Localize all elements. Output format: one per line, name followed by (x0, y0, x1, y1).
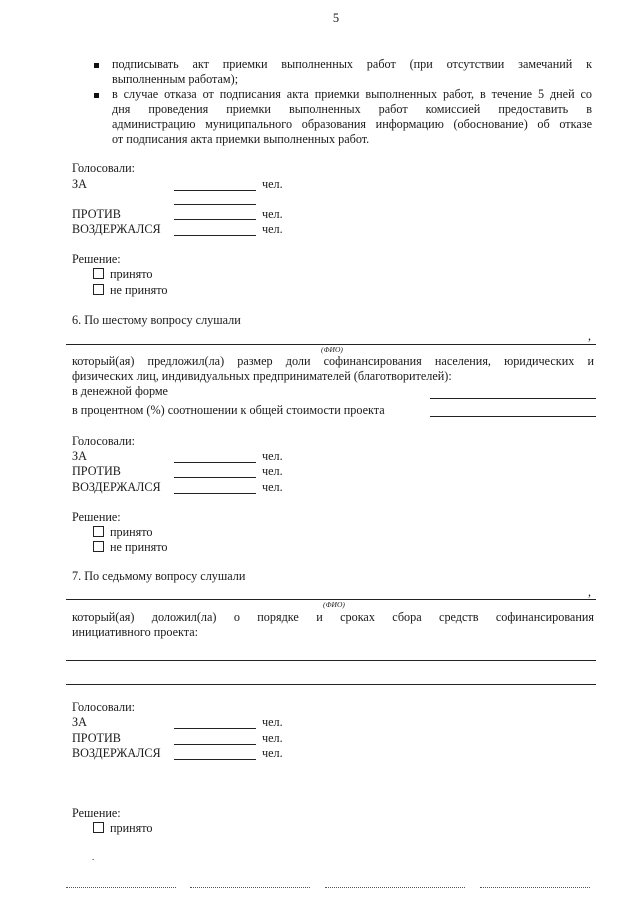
scan-dot: . (92, 852, 95, 862)
vote-vozd-field[interactable] (174, 493, 256, 494)
vote-protiv-field[interactable] (174, 477, 256, 478)
decision-label: Решение: (72, 252, 121, 266)
chel-label: чел. (262, 464, 283, 478)
vote-vozd-field[interactable] (174, 235, 256, 236)
chel-label: чел. (262, 715, 283, 729)
accepted-label: принято (110, 525, 153, 539)
decision-accepted[interactable] (93, 525, 153, 540)
q6-money-label: в денежной форме (72, 384, 168, 398)
decision-accepted[interactable] (93, 267, 153, 282)
vote-za-field[interactable] (174, 190, 256, 191)
bullet-1-line-1: подписывать акт приемки выполненных работ (при отсутствии замечаний к (112, 57, 592, 71)
vote-za-field[interactable] (174, 462, 256, 463)
fio-caption: (ФИО) (323, 600, 345, 609)
q7-line-1: который(ая) доложил(ла) о порядке и сроках сбора средств софинансирования (72, 610, 594, 624)
checkbox[interactable] (93, 268, 104, 279)
comma: , (588, 585, 592, 599)
vote-za-label: ЗА (72, 449, 87, 463)
q6-line-1: который(ая) предложил(ла) размер доли софинансирования населения, юридических и (72, 354, 594, 368)
vote-za-label: ЗА (72, 715, 87, 729)
vote-za-field[interactable] (174, 728, 256, 729)
scan-artifact-line (325, 887, 465, 888)
q7-notes-line-1[interactable] (66, 660, 596, 661)
vote-vozd-field[interactable] (174, 759, 256, 760)
chel-label: чел. (262, 480, 283, 494)
vote-vozd-label: ВОЗДЕРЖАЛСЯ (72, 746, 161, 760)
not-accepted-label: не принято (110, 283, 168, 297)
vote-vozd-label: ВОЗДЕРЖАЛСЯ (72, 480, 161, 494)
chel-label: чел. (262, 731, 283, 745)
checkbox[interactable] (93, 822, 104, 833)
voted-label: Голосовали: (72, 700, 135, 714)
vote-vozd-label: ВОЗДЕРЖАЛСЯ (72, 222, 161, 236)
bullet-2-line-4: от подписания акта приемки выполненных работ. (112, 132, 370, 146)
bullet-2-line-2: дня проведения приемки выполненных работ комиссией предоставить в (112, 102, 592, 116)
q7-title: 7. По седьмому вопросу слушали (72, 569, 246, 583)
bullet-2-line-3: администрацию муниципального образования информацию (обоснование) об отказе (112, 117, 592, 131)
chel-label: чел. (262, 207, 283, 221)
vote-za-label: ЗА (72, 177, 87, 191)
chel-label: чел. (262, 177, 283, 191)
q6-line-2: физических лиц, индивидуальных предпринимателей (благотворителей): (72, 369, 452, 383)
decision-label: Решение: (72, 510, 121, 524)
extra-underline (174, 204, 256, 205)
voted-label: Голосовали: (72, 161, 135, 175)
vote-protiv-label: ПРОТИВ (72, 207, 121, 221)
vote-protiv-label: ПРОТИВ (72, 464, 121, 478)
chel-label: чел. (262, 746, 283, 760)
q6-percent-label: в процентном (%) соотношении к общей стоимости проекта (72, 403, 385, 417)
q7-line-2: инициативного проекта: (72, 625, 199, 639)
checkbox[interactable] (93, 526, 104, 537)
vote-protiv-field[interactable] (174, 219, 256, 220)
q6-percent-field[interactable] (430, 416, 596, 417)
page-number: 5 (332, 11, 340, 25)
voted-label: Голосовали: (72, 434, 135, 448)
decision-label: Решение: (72, 806, 121, 820)
decision-not-accepted[interactable] (93, 540, 168, 555)
vote-protiv-field[interactable] (174, 744, 256, 745)
comma: , (588, 329, 592, 343)
checkbox[interactable] (93, 541, 104, 552)
scan-artifact-line (480, 887, 590, 888)
fio-caption: (ФИО) (321, 345, 343, 354)
bullet-2-line-1: в случае отказа от подписания акта приемки выполненных работ, в течение 5 дней со (112, 87, 592, 101)
checkbox[interactable] (93, 284, 104, 295)
decision-accepted[interactable] (93, 821, 153, 836)
q6-title: 6. По шестому вопросу слушали (72, 313, 241, 327)
chel-label: чел. (262, 222, 283, 236)
vote-protiv-label: ПРОТИВ (72, 731, 121, 745)
bullet-marker (94, 93, 99, 98)
accepted-label: принято (110, 821, 153, 835)
decision-not-accepted[interactable] (93, 283, 168, 298)
chel-label: чел. (262, 449, 283, 463)
bullet-marker (94, 63, 99, 68)
q7-notes-line-2[interactable] (66, 684, 596, 685)
scan-artifact-line (66, 887, 176, 888)
bullet-1-line-2: выполненным работам); (112, 72, 239, 86)
accepted-label: принято (110, 267, 153, 281)
q6-money-field[interactable] (430, 398, 596, 399)
not-accepted-label: не принято (110, 540, 168, 554)
scan-artifact-line (190, 887, 310, 888)
